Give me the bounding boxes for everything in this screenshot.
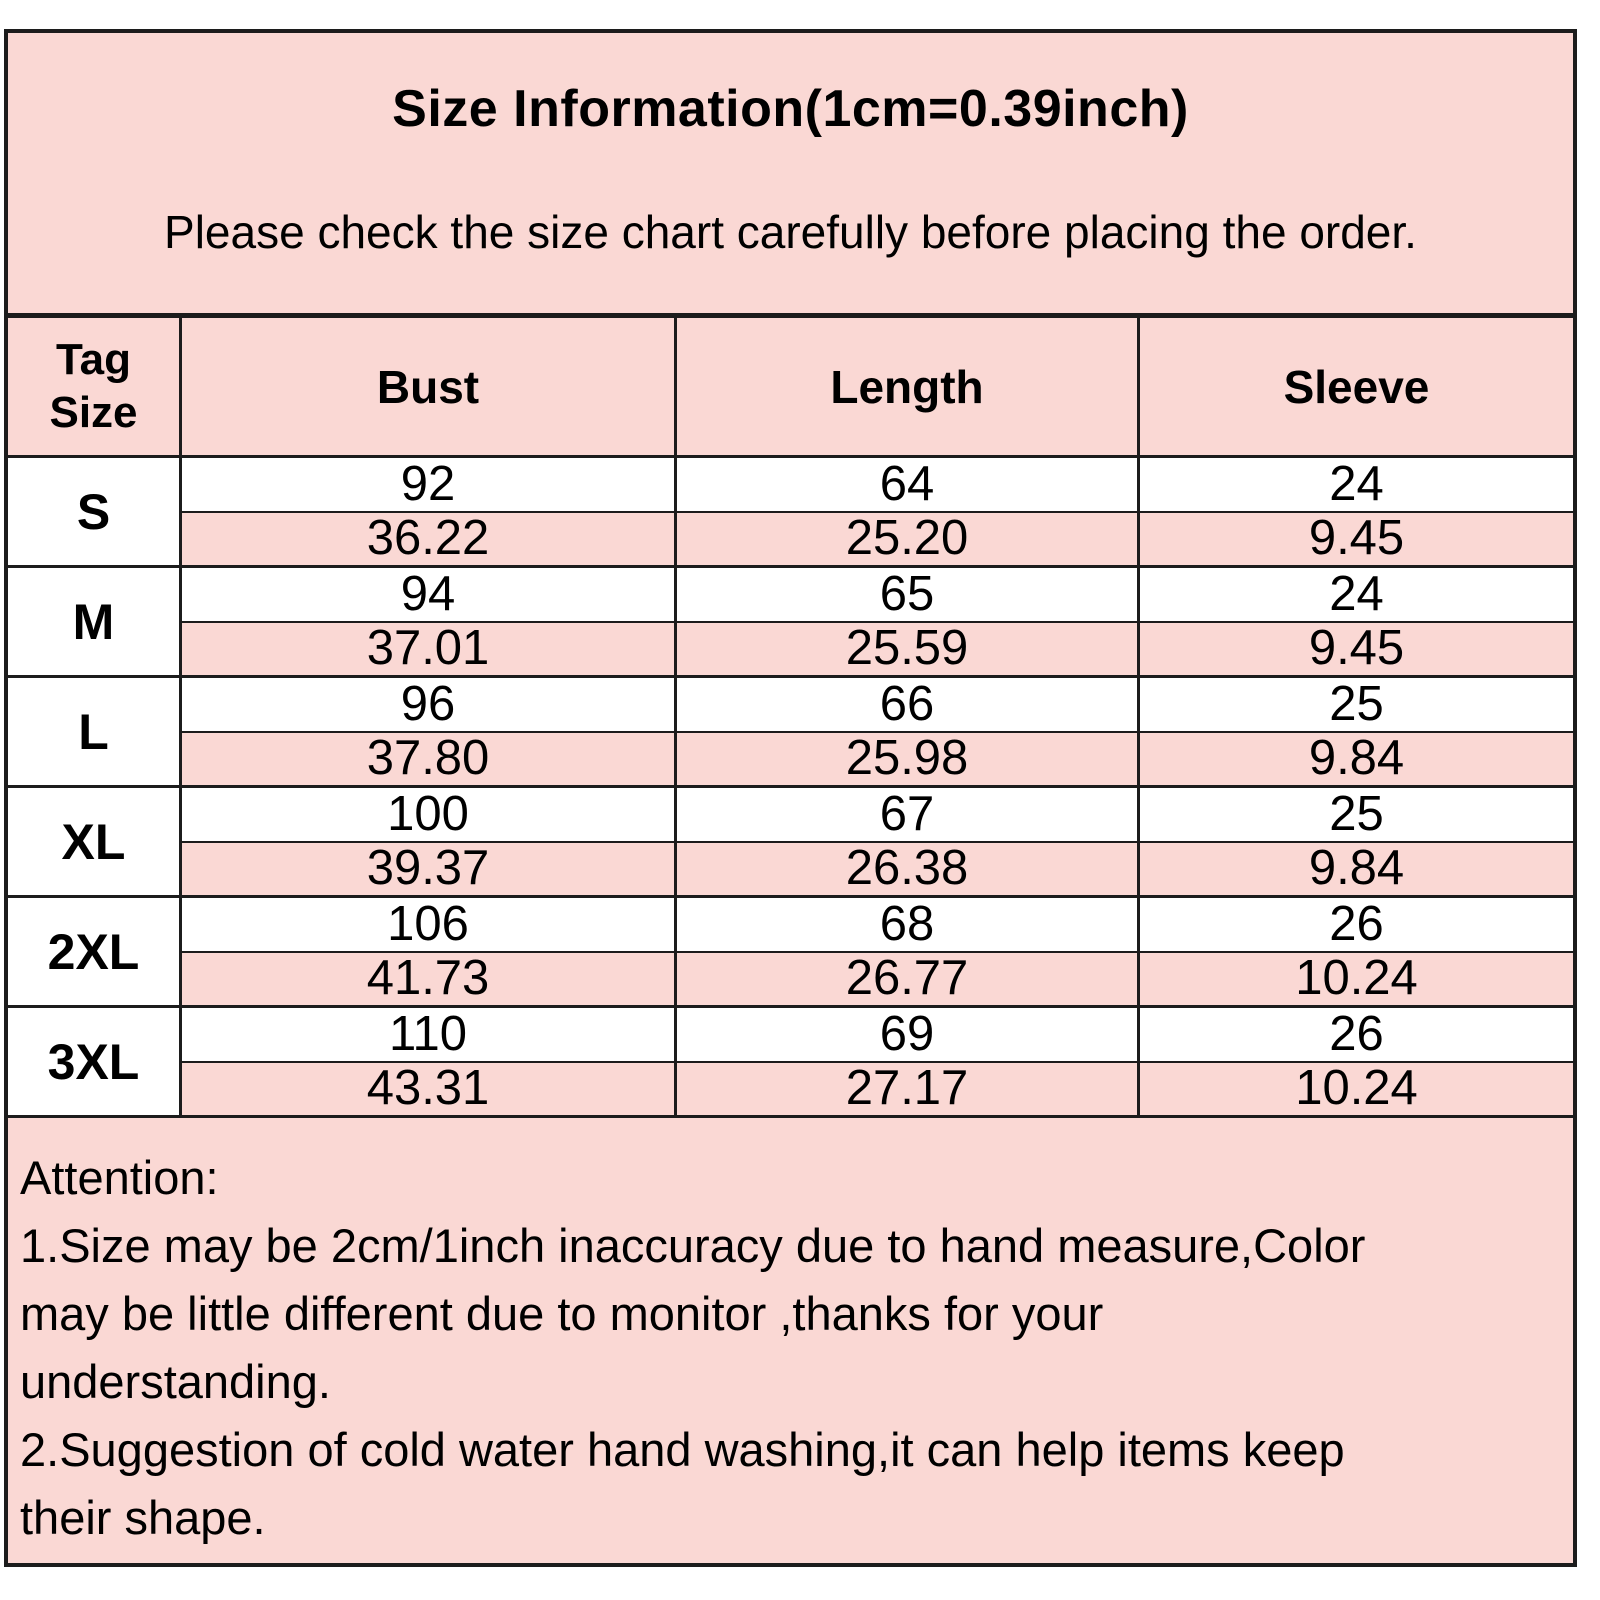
size-row-xl — [8, 788, 1573, 898]
size-label: 3XL — [8, 1008, 179, 1115]
size-label: M — [8, 568, 179, 675]
sleeve-cm-value: 25 — [1140, 788, 1573, 843]
length-column-cell — [674, 568, 1137, 675]
size-label: XL — [8, 788, 179, 895]
size-chart-panel — [4, 29, 1577, 1567]
size-row-2xl — [8, 898, 1573, 1008]
length-column-cell — [674, 678, 1137, 785]
length-cm-value: 66 — [677, 678, 1137, 733]
size-label: S — [8, 458, 179, 565]
sleeve-cm-value: 25 — [1140, 678, 1573, 733]
bust-inch-value: 43.31 — [182, 1063, 674, 1116]
length-inch-value: 25.20 — [677, 513, 1137, 566]
bust-column-cell — [179, 898, 674, 1005]
length-cm-value: 67 — [677, 788, 1137, 843]
bust-column-cell — [179, 458, 674, 565]
size-row-3xl — [8, 1008, 1573, 1118]
sleeve-column-cell — [1137, 1008, 1573, 1115]
sleeve-cm-value: 26 — [1140, 898, 1573, 953]
sleeve-cm-value: 26 — [1140, 1008, 1573, 1063]
bust-column-cell — [179, 678, 674, 785]
header-cell-bust: Bust — [179, 318, 674, 455]
bust-inch-value: 36.22 — [182, 513, 674, 566]
sleeve-inch-value: 10.24 — [1140, 953, 1573, 1006]
attention-note-line: may be little different due to monitor ,thanks for your — [20, 1287, 1104, 1340]
sleeve-column-cell — [1137, 568, 1573, 675]
length-cm-value: 65 — [677, 568, 1137, 623]
bust-inch-value: 37.80 — [182, 733, 674, 786]
bust-cm-value: 100 — [182, 788, 674, 843]
length-column-cell — [674, 1008, 1137, 1115]
length-column-cell — [674, 898, 1137, 1005]
attention-note-line: 2.Suggestion of cold water hand washing,it can help items keep — [20, 1423, 1345, 1476]
bust-inch-value: 39.37 — [182, 843, 674, 896]
intro-section — [8, 33, 1573, 318]
bust-column-cell — [179, 788, 674, 895]
bust-cm-value: 92 — [182, 458, 674, 513]
length-inch-value: 25.59 — [677, 623, 1137, 676]
bust-column-cell — [179, 568, 674, 675]
bust-cm-value: 110 — [182, 1008, 674, 1063]
length-inch-value: 26.77 — [677, 953, 1137, 1006]
bust-inch-value: 37.01 — [182, 623, 674, 676]
sleeve-column-cell — [1137, 458, 1573, 565]
length-column-cell — [674, 458, 1137, 565]
attention-note-line: understanding. — [20, 1355, 331, 1408]
sleeve-cm-value: 24 — [1140, 458, 1573, 513]
header-cell-sleeve: Sleeve — [1137, 318, 1573, 455]
sleeve-inch-value: 9.84 — [1140, 733, 1573, 786]
bust-inch-value: 41.73 — [182, 953, 674, 1006]
size-row-s — [8, 458, 1573, 568]
length-column-cell — [674, 788, 1137, 895]
attention-note-line: 1.Size may be 2cm/1inch inaccuracy due to hand measure,Color — [20, 1219, 1366, 1272]
length-inch-value: 26.38 — [677, 843, 1137, 896]
size-label: 2XL — [8, 898, 179, 1005]
size-label: L — [8, 678, 179, 785]
header-cell-length: Length — [674, 318, 1137, 455]
sleeve-column-cell — [1137, 898, 1573, 1005]
sleeve-inch-value: 9.84 — [1140, 843, 1573, 896]
sleeve-inch-value: 9.45 — [1140, 513, 1573, 566]
sleeve-cm-value: 24 — [1140, 568, 1573, 623]
bust-cm-value: 94 — [182, 568, 674, 623]
sleeve-column-cell — [1137, 788, 1573, 895]
length-cm-value: 69 — [677, 1008, 1137, 1063]
length-cm-value: 64 — [677, 458, 1137, 513]
size-row-l — [8, 678, 1573, 788]
table-header-row — [8, 318, 1573, 458]
attention-note-line: their shape. — [20, 1491, 266, 1544]
length-inch-value: 27.17 — [677, 1063, 1137, 1116]
sleeve-inch-value: 10.24 — [1140, 1063, 1573, 1116]
size-row-m — [8, 568, 1573, 678]
sleeve-column-cell — [1137, 678, 1573, 785]
header-cell-tag-size: Tag Size — [49, 334, 138, 437]
attention-heading: Attention: — [20, 1151, 219, 1204]
length-cm-value: 68 — [677, 898, 1137, 953]
bust-cm-value: 106 — [182, 898, 674, 953]
length-inch-value: 25.98 — [677, 733, 1137, 786]
sleeve-inch-value: 9.45 — [1140, 623, 1573, 676]
size-chart-subtitle: Please check the size chart carefully before placing the order. — [164, 206, 1417, 258]
bust-cm-value: 96 — [182, 678, 674, 733]
size-chart-title: Size Information(1cm=0.39inch) — [392, 80, 1189, 138]
attention-section — [8, 1118, 1573, 1563]
bust-column-cell — [179, 1008, 674, 1115]
